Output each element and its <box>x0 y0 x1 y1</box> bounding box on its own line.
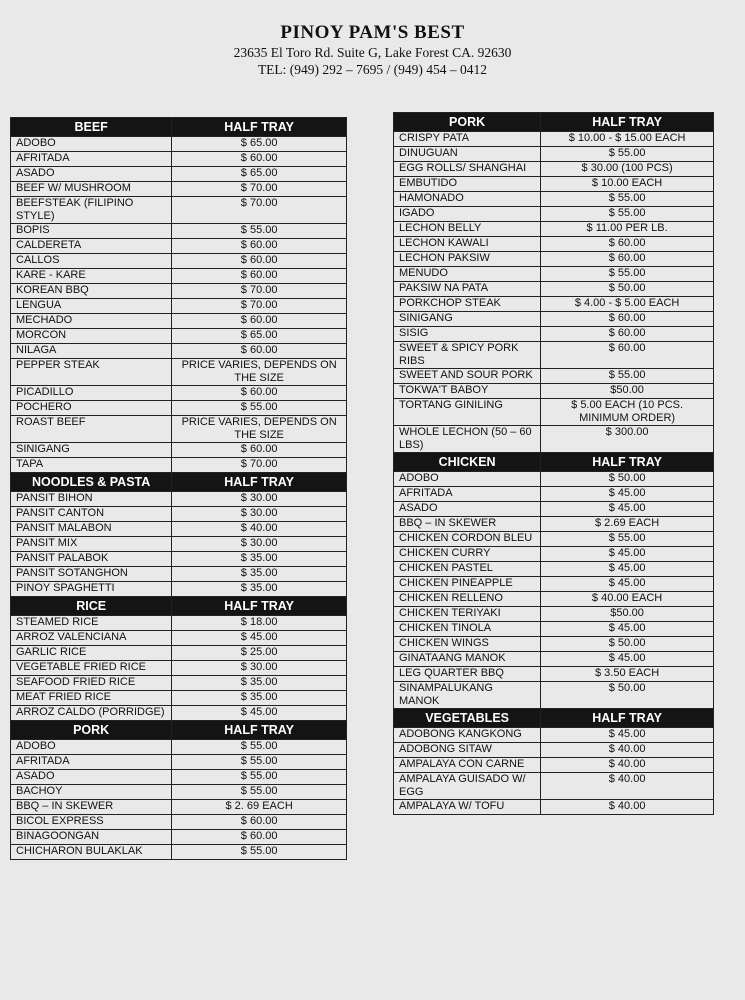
section-title: PORK <box>394 113 541 132</box>
menu-item-row <box>394 162 714 177</box>
menu-item-row <box>394 252 714 267</box>
menu-item-price: $ 40.00 EACH <box>541 592 714 607</box>
menu-item-row <box>11 182 347 197</box>
menu-item-row <box>11 401 347 416</box>
menu-item-price: $ 65.00 <box>172 329 347 344</box>
menu-item-name: SWEET AND SOUR PORK <box>394 369 541 384</box>
menu-item-name: HAMONADO <box>394 192 541 207</box>
menu-item-name: CHICKEN RELLENO <box>394 592 541 607</box>
menu-item-row <box>394 132 714 147</box>
menu-item-row <box>11 740 347 755</box>
menu-item-price: $ 70.00 <box>172 197 347 224</box>
menu-item-row <box>394 502 714 517</box>
menu-item-price: $ 60.00 <box>541 252 714 267</box>
menu-item-price: PRICE VARIES, DEPENDS ON THE SIZE <box>172 416 347 443</box>
menu-item-name: CHICKEN WINGS <box>394 637 541 652</box>
menu-item-name: PEPPER STEAK <box>11 359 172 386</box>
menu-item-name: PANSIT MALABON <box>11 522 172 537</box>
menu-item-name: ASADO <box>11 770 172 785</box>
menu-item-price: $ 45.00 <box>541 562 714 577</box>
menu-header <box>0 22 745 78</box>
menu-item-name: SEAFOOD FRIED RICE <box>11 676 172 691</box>
menu-item-name: ARROZ CALDO (PORRIDGE) <box>11 706 172 721</box>
menu-item-name: EMBUTIDO <box>394 177 541 192</box>
menu-item-name: KARE - KARE <box>11 269 172 284</box>
menu-item-price: $50.00 <box>541 384 714 399</box>
menu-item-price: $ 60.00 <box>541 312 714 327</box>
menu-item-name: DINUGUAN <box>394 147 541 162</box>
menu-item-row <box>394 222 714 237</box>
menu-item-price: $ 30.00 <box>172 661 347 676</box>
menu-item-price: $ 50.00 <box>541 637 714 652</box>
menu-item-name: ASADO <box>394 502 541 517</box>
menu-item-row <box>394 532 714 547</box>
menu-item-row <box>11 443 347 458</box>
menu-item-row <box>394 562 714 577</box>
menu-item-price: $50.00 <box>541 607 714 622</box>
menu-item-price: $ 45.00 <box>541 487 714 502</box>
menu-item-name: PANSIT PALABOK <box>11 552 172 567</box>
menu-item-name: BBQ – IN SKEWER <box>11 800 172 815</box>
menu-item-row <box>394 758 714 773</box>
menu-item-price: $ 45.00 <box>541 622 714 637</box>
menu-item-name: TAPA <box>11 458 172 473</box>
menu-item-row <box>394 472 714 487</box>
menu-item-row <box>11 845 347 860</box>
left-menu-column <box>10 117 347 860</box>
restaurant-phone: TEL: (949) 292 – 7695 / (949) 454 – 0412 <box>257 62 488 77</box>
menu-item-price: $ 55.00 <box>541 369 714 384</box>
menu-item-row <box>11 522 347 537</box>
menu-item-name: SINIGANG <box>11 443 172 458</box>
menu-item-price: $ 60.00 <box>172 254 347 269</box>
menu-item-price: $ 65.00 <box>172 137 347 152</box>
menu-item-row <box>394 312 714 327</box>
menu-item-price: $ 11.00 PER LB. <box>541 222 714 237</box>
menu-item-row <box>11 152 347 167</box>
menu-item-price: $ 60.00 <box>541 327 714 342</box>
menu-item-row <box>394 773 714 800</box>
section-price-header: HALF TRAY <box>541 113 714 132</box>
menu-item-name: TOKWA'T BABOY <box>394 384 541 399</box>
menu-item-price: $ 35.00 <box>172 676 347 691</box>
menu-item-row <box>11 691 347 706</box>
menu-item-row <box>11 284 347 299</box>
menu-item-name: CHICKEN PINEAPPLE <box>394 577 541 592</box>
section-title: CHICKEN <box>394 453 541 472</box>
menu-item-name: BEEFSTEAK (FILIPINO STYLE) <box>11 197 172 224</box>
menu-item-name: WHOLE LECHON (50 – 60 LBS) <box>394 426 541 453</box>
menu-item-name: AMPALAYA CON CARNE <box>394 758 541 773</box>
menu-item-row <box>11 416 347 443</box>
section-header-pork <box>11 721 347 740</box>
menu-item-name: CHICKEN CURRY <box>394 547 541 562</box>
menu-item-price: $ 50.00 <box>541 472 714 487</box>
menu-item-name: LECHON KAWALI <box>394 237 541 252</box>
menu-item-name: ROAST BEEF <box>11 416 172 443</box>
menu-item-price: $ 40.00 <box>541 773 714 800</box>
menu-item-price: $ 45.00 <box>541 502 714 517</box>
restaurant-name: PINOY PAM'S BEST <box>280 22 465 43</box>
menu-item-row <box>394 192 714 207</box>
menu-item-name: BACHOY <box>11 785 172 800</box>
right-menu-column <box>393 112 714 815</box>
menu-item-price: $ 70.00 <box>172 299 347 314</box>
menu-item-row <box>11 507 347 522</box>
menu-item-price: $ 40.00 <box>172 522 347 537</box>
menu-item-price: $ 40.00 <box>541 758 714 773</box>
menu-item-name: AMPALAYA GUISADO W/ EGG <box>394 773 541 800</box>
menu-item-row <box>11 299 347 314</box>
menu-item-name: CALDERETA <box>11 239 172 254</box>
menu-item-name: LECHON PAKSIW <box>394 252 541 267</box>
menu-item-name: ASADO <box>11 167 172 182</box>
menu-item-name: ARROZ VALENCIANA <box>11 631 172 646</box>
menu-item-price: $ 55.00 <box>172 785 347 800</box>
menu-item-price: $ 55.00 <box>541 532 714 547</box>
menu-item-name: ADOBO <box>11 740 172 755</box>
menu-item-name: ADOBO <box>394 472 541 487</box>
menu-item-name: TORTANG GINILING <box>394 399 541 426</box>
section-price-header: HALF TRAY <box>541 453 714 472</box>
menu-item-row <box>11 755 347 770</box>
section-price-header: HALF TRAY <box>541 709 714 728</box>
menu-item-name: AFRITADA <box>11 755 172 770</box>
menu-item-name: MORCON <box>11 329 172 344</box>
menu-item-name: PORKCHOP STEAK <box>394 297 541 312</box>
menu-item-row <box>11 239 347 254</box>
menu-item-row <box>11 314 347 329</box>
menu-item-row <box>394 399 714 426</box>
menu-item-row <box>394 592 714 607</box>
menu-item-row <box>11 537 347 552</box>
menu-item-price: $ 35.00 <box>172 582 347 597</box>
section-title: NOODLES & PASTA <box>11 473 172 492</box>
menu-item-price: $ 35.00 <box>172 691 347 706</box>
menu-item-row <box>11 552 347 567</box>
menu-item-price: $ 25.00 <box>172 646 347 661</box>
menu-item-row <box>394 282 714 297</box>
menu-item-name: PAKSIW NA PATA <box>394 282 541 297</box>
section-header-chicken <box>394 453 714 472</box>
menu-item-price: $ 4.00 - $ 5.00 EACH <box>541 297 714 312</box>
menu-item-price: $ 65.00 <box>172 167 347 182</box>
menu-item-row <box>11 269 347 284</box>
menu-item-price: $ 35.00 <box>172 567 347 582</box>
menu-item-price: $ 60.00 <box>172 344 347 359</box>
menu-item-name: SINIGANG <box>394 312 541 327</box>
menu-item-price: $ 45.00 <box>541 652 714 667</box>
menu-item-name: LENGUA <box>11 299 172 314</box>
menu-item-row <box>11 137 347 152</box>
menu-item-name: CHICKEN PASTEL <box>394 562 541 577</box>
menu-item-price: $ 10.00 - $ 15.00 EACH <box>541 132 714 147</box>
menu-item-name: SISIG <box>394 327 541 342</box>
menu-item-row <box>11 830 347 845</box>
menu-item-row <box>394 743 714 758</box>
menu-item-row <box>11 167 347 182</box>
menu-item-name: CHICKEN TINOLA <box>394 622 541 637</box>
menu-item-price: $ 55.00 <box>172 224 347 239</box>
menu-item-row <box>11 386 347 401</box>
menu-item-price: $ 60.00 <box>172 386 347 401</box>
menu-item-row <box>11 344 347 359</box>
menu-item-row <box>11 329 347 344</box>
menu-item-row <box>11 800 347 815</box>
menu-item-name: VEGETABLE FRIED RICE <box>11 661 172 676</box>
menu-item-name: ADOBONG KANGKONG <box>394 728 541 743</box>
menu-item-row <box>11 582 347 597</box>
left-menu-table <box>10 117 347 860</box>
menu-item-name: AMPALAYA W/ TOFU <box>394 800 541 815</box>
menu-item-name: CHICKEN TERIYAKI <box>394 607 541 622</box>
section-header-beef <box>11 118 347 137</box>
menu-item-name: BICOL EXPRESS <box>11 815 172 830</box>
menu-item-price: $ 60.00 <box>172 815 347 830</box>
menu-item-price: $ 40.00 <box>541 800 714 815</box>
section-header-vegetables <box>394 709 714 728</box>
menu-item-row <box>394 267 714 282</box>
menu-item-price: $ 55.00 <box>541 192 714 207</box>
menu-item-price: $ 55.00 <box>172 770 347 785</box>
menu-item-price: $ 60.00 <box>172 314 347 329</box>
section-title: VEGETABLES <box>394 709 541 728</box>
section-price-header: HALF TRAY <box>172 721 347 740</box>
menu-item-row <box>11 224 347 239</box>
menu-item-name: PICADILLO <box>11 386 172 401</box>
menu-item-price: $ 2.69 EACH <box>541 517 714 532</box>
menu-item-name: LECHON BELLY <box>394 222 541 237</box>
menu-item-row <box>11 254 347 269</box>
menu-item-name: GARLIC RICE <box>11 646 172 661</box>
menu-item-row <box>394 517 714 532</box>
menu-item-row <box>11 661 347 676</box>
menu-item-name: NILAGA <box>11 344 172 359</box>
menu-item-name: BINAGOONGAN <box>11 830 172 845</box>
section-title: BEEF <box>11 118 172 137</box>
menu-item-name: POCHERO <box>11 401 172 416</box>
menu-item-row <box>394 728 714 743</box>
menu-item-price: $ 300.00 <box>541 426 714 453</box>
menu-item-name: PANSIT SOTANGHON <box>11 567 172 582</box>
menu-item-name: EGG ROLLS/ SHANGHAI <box>394 162 541 177</box>
menu-item-price: $ 5.00 EACH (10 PCS. MINIMUM ORDER) <box>541 399 714 426</box>
menu-item-name: CHICKEN CORDON BLEU <box>394 532 541 547</box>
menu-item-name: CHICHARON BULAKLAK <box>11 845 172 860</box>
section-price-header: HALF TRAY <box>172 597 347 616</box>
menu-item-price: $ 60.00 <box>172 269 347 284</box>
menu-item-row <box>394 667 714 682</box>
menu-item-name: PINOY SPAGHETTI <box>11 582 172 597</box>
menu-item-row <box>394 682 714 709</box>
restaurant-address: 23635 El Toro Rd. Suite G, Lake Forest CA. 92630 <box>233 45 512 60</box>
menu-item-row <box>394 177 714 192</box>
menu-item-price: $ 45.00 <box>541 728 714 743</box>
menu-item-price: $ 30.00 <box>172 507 347 522</box>
menu-item-price: $ 35.00 <box>172 552 347 567</box>
menu-item-price: $ 55.00 <box>541 207 714 222</box>
right-menu-table <box>393 112 714 815</box>
section-title: PORK <box>11 721 172 740</box>
menu-item-price: $ 55.00 <box>172 755 347 770</box>
menu-item-price: $ 60.00 <box>172 443 347 458</box>
menu-item-row <box>11 197 347 224</box>
menu-item-name: SWEET & SPICY PORK RIBS <box>394 342 541 369</box>
menu-item-row <box>394 207 714 222</box>
section-header-noodles-pasta <box>11 473 347 492</box>
menu-item-price: $ 50.00 <box>541 282 714 297</box>
menu-item-name: AFRITADA <box>11 152 172 167</box>
menu-item-row <box>394 607 714 622</box>
menu-item-price: PRICE VARIES, DEPENDS ON THE SIZE <box>172 359 347 386</box>
menu-item-price: $ 55.00 <box>172 740 347 755</box>
menu-item-price: $ 45.00 <box>541 547 714 562</box>
menu-item-row <box>11 646 347 661</box>
menu-item-price: $ 55.00 <box>172 845 347 860</box>
menu-item-row <box>11 631 347 646</box>
menu-item-price: $ 45.00 <box>172 631 347 646</box>
menu-item-price: $ 70.00 <box>172 284 347 299</box>
menu-item-price: $ 3.50 EACH <box>541 667 714 682</box>
menu-item-name: ADOBO <box>11 137 172 152</box>
menu-item-price: $ 30.00 <box>172 537 347 552</box>
menu-item-price: $ 40.00 <box>541 743 714 758</box>
menu-item-name: PANSIT BIHON <box>11 492 172 507</box>
menu-item-name: GINATAANG MANOK <box>394 652 541 667</box>
menu-item-name: PANSIT MIX <box>11 537 172 552</box>
menu-item-name: IGADO <box>394 207 541 222</box>
menu-item-row <box>394 637 714 652</box>
menu-item-row <box>394 577 714 592</box>
menu-item-price: $ 60.00 <box>172 152 347 167</box>
menu-item-price: $ 60.00 <box>541 342 714 369</box>
menu-item-name: ADOBONG SITAW <box>394 743 541 758</box>
menu-item-price: $ 60.00 <box>172 239 347 254</box>
menu-item-price: $ 70.00 <box>172 458 347 473</box>
menu-item-price: $ 60.00 <box>172 830 347 845</box>
menu-item-price: $ 60.00 <box>541 237 714 252</box>
menu-item-row <box>11 815 347 830</box>
menu-item-name: PANSIT CANTON <box>11 507 172 522</box>
menu-item-price: $ 18.00 <box>172 616 347 631</box>
menu-item-price: $ 50.00 <box>541 682 714 709</box>
menu-item-row <box>394 327 714 342</box>
section-header-pork <box>394 113 714 132</box>
menu-item-name: KOREAN BBQ <box>11 284 172 299</box>
menu-item-row <box>394 652 714 667</box>
menu-item-row <box>11 567 347 582</box>
menu-item-price: $ 55.00 <box>541 147 714 162</box>
section-price-header: HALF TRAY <box>172 118 347 137</box>
menu-item-price: $ 55.00 <box>541 267 714 282</box>
menu-item-name: MENUDO <box>394 267 541 282</box>
menu-item-price: $ 45.00 <box>541 577 714 592</box>
menu-item-name: AFRITADA <box>394 487 541 502</box>
menu-item-row <box>394 297 714 312</box>
menu-item-row <box>11 359 347 386</box>
menu-item-name: CALLOS <box>11 254 172 269</box>
menu-item-row <box>11 492 347 507</box>
menu-item-price: $ 70.00 <box>172 182 347 197</box>
section-header-rice <box>11 597 347 616</box>
menu-item-name: BEEF W/ MUSHROOM <box>11 182 172 197</box>
menu-item-name: LEG QUARTER BBQ <box>394 667 541 682</box>
menu-item-name: CRISPY PATA <box>394 132 541 147</box>
menu-item-row <box>394 384 714 399</box>
menu-item-row <box>11 770 347 785</box>
menu-item-row <box>11 676 347 691</box>
menu-item-row <box>394 800 714 815</box>
section-title: RICE <box>11 597 172 616</box>
section-price-header: HALF TRAY <box>172 473 347 492</box>
menu-item-row <box>394 622 714 637</box>
menu-item-row <box>11 616 347 631</box>
menu-item-name: BBQ – IN SKEWER <box>394 517 541 532</box>
menu-item-price: $ 30.00 (100 PCS) <box>541 162 714 177</box>
menu-item-name: MECHADO <box>11 314 172 329</box>
menu-item-row <box>11 706 347 721</box>
menu-item-name: BOPIS <box>11 224 172 239</box>
menu-item-row <box>394 547 714 562</box>
menu-item-row <box>394 342 714 369</box>
menu-item-row <box>394 369 714 384</box>
menu-item-price: $ 45.00 <box>172 706 347 721</box>
menu-item-row <box>394 487 714 502</box>
menu-item-price: $ 10.00 EACH <box>541 177 714 192</box>
menu-item-row <box>11 458 347 473</box>
menu-item-price: $ 30.00 <box>172 492 347 507</box>
menu-item-row <box>394 426 714 453</box>
menu-item-name: STEAMED RICE <box>11 616 172 631</box>
menu-item-row <box>394 237 714 252</box>
menu-item-price: $ 2. 69 EACH <box>172 800 347 815</box>
menu-item-name: SINAMPALUKANG MANOK <box>394 682 541 709</box>
menu-item-price: $ 55.00 <box>172 401 347 416</box>
menu-item-name: MEAT FRIED RICE <box>11 691 172 706</box>
menu-item-row <box>11 785 347 800</box>
menu-item-row <box>394 147 714 162</box>
